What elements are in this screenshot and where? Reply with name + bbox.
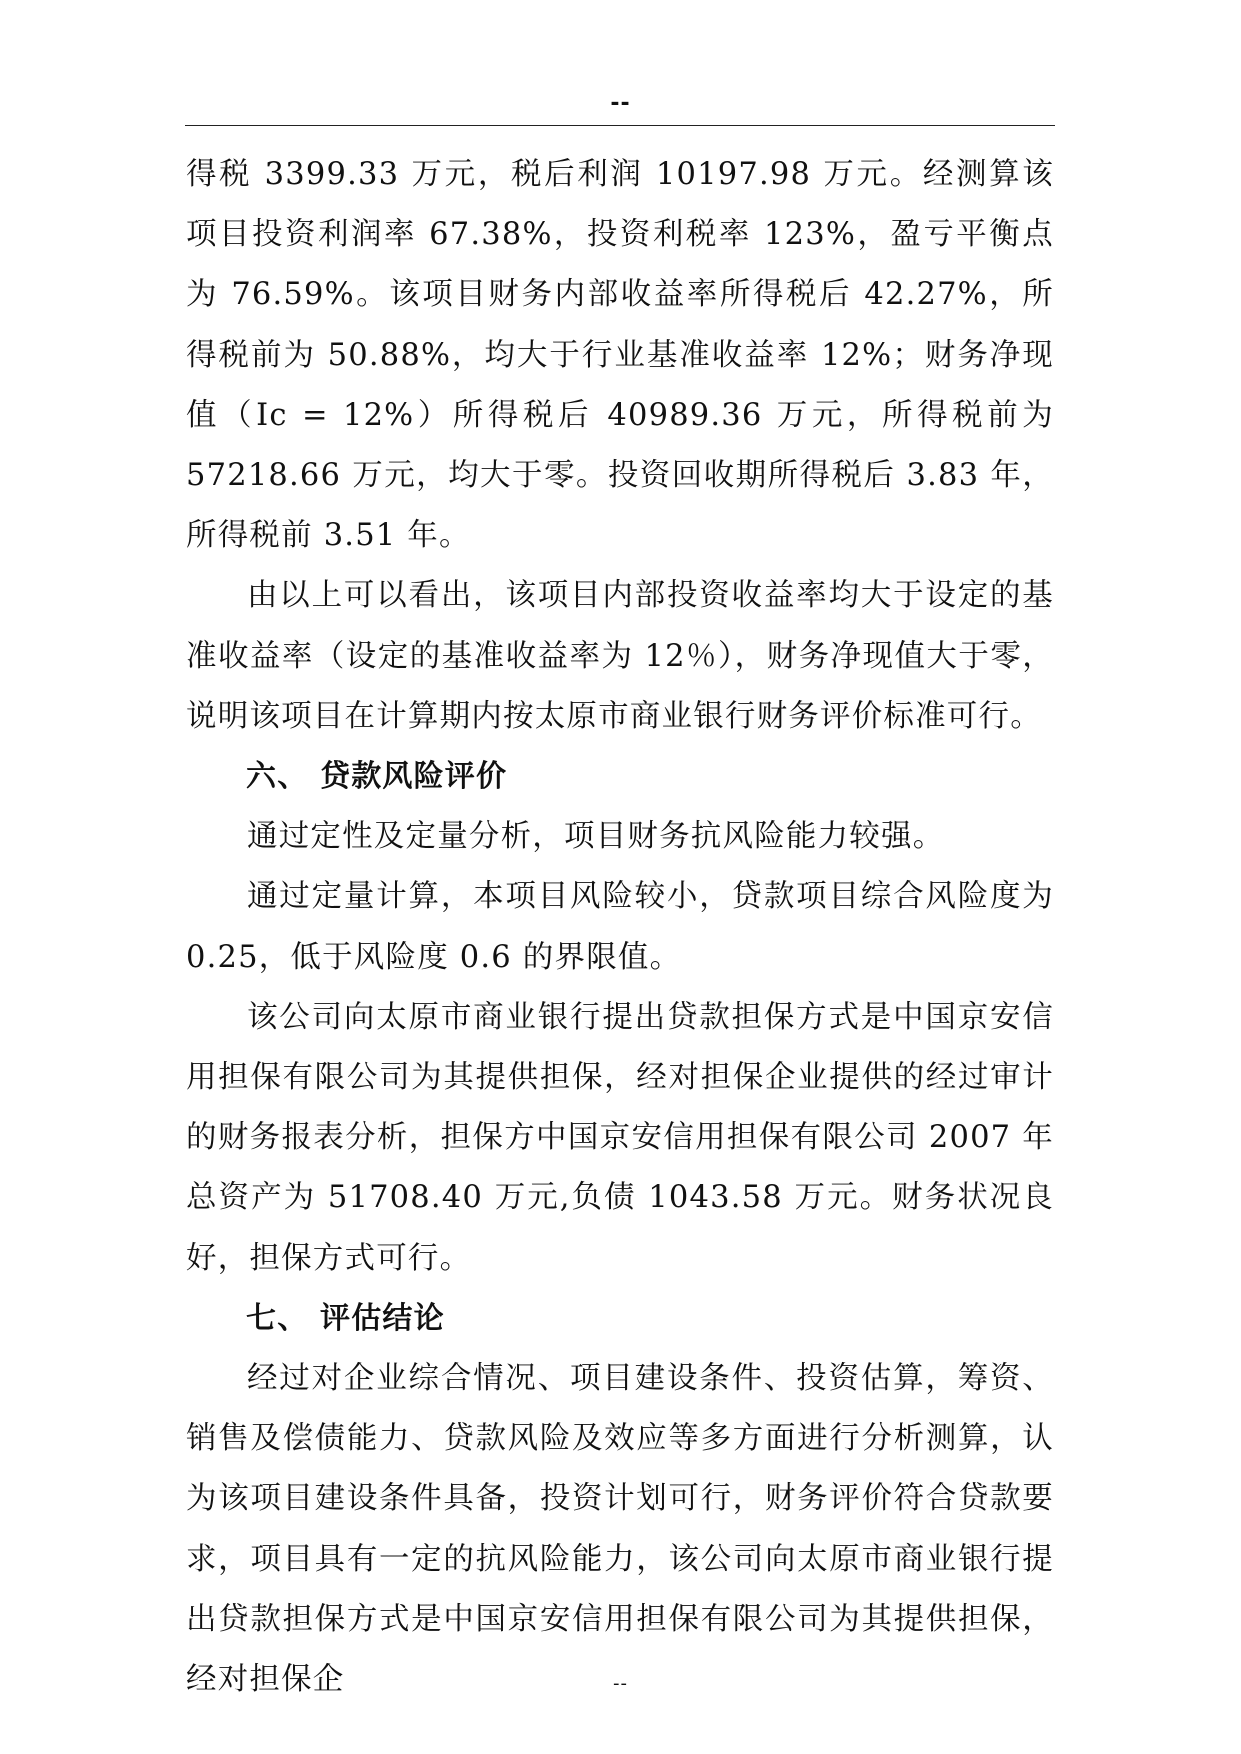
document-body xyxy=(186,145,1054,1710)
page-footer-mark: -- xyxy=(613,1673,628,1694)
paragraph-guarantee: 该公司向太原市商业银行提出贷款担保方式是中国京安信用担保有限公司为其提供担保，经对担保企业提供的经过审计的财务报表分析，担保方中国京安信用担保有限公司 2007 年总资产为 51708.40 万元,负债 1043.58 万元。财务状况良好，担保方式可行。 xyxy=(186,999,1054,1276)
paragraph-financial-indicators: 得税 3399.33 万元，税后利润 10197.98 万元。经测算该项目投资利润率 67.38%，投资利税率 123%，盈亏平衡点为 76.59%。该项目财务内部收益率所得税后 42.27%，所得税前为 50.88%，均大于行业基准收益率 12%；财务净现值（Ic = 12%）所得税后 40989.36 万元，所得税前为 57218.66 万元，均大于零。投资回收期所得税后 3.83 年，所得税前 3.51 年。 xyxy=(186,157,1054,554)
paragraph-conclusion: 经过对企业综合情况、项目建设条件、投资估算，筹资、销售及偿债能力、贷款风险及效应等多方面进行分析测算，认为该项目建设条件具备，投资计划可行，财务评价符合贷款要求，项目具有一定的抗风险能力，该公司向太原市商业银行提出贷款担保方式是中国京安信用担保有限公司为其提供担保，经对担保企 xyxy=(186,1361,1054,1698)
paragraph-feasibility-summary: 由以上可以看出，该项目内部投资收益率均大于设定的基准收益率（设定的基准收益率为 12％），财务净现值大于零，说明该项目在计算期内按太原市商业银行财务评价标准可行。 xyxy=(186,578,1054,734)
page-header-mark: -- xyxy=(610,91,631,116)
section-number: 七、 xyxy=(246,1300,309,1336)
section-title: 贷款风险评价 xyxy=(320,759,508,795)
paragraph-risk-qualitative: 通过定性及定量分析，项目财务抗风险能力较强。 xyxy=(247,819,945,855)
section-number: 六、 xyxy=(246,759,309,795)
header-divider xyxy=(185,125,1055,126)
paragraph-risk-quantitative: 通过定量计算，本项目风险较小，贷款项目综合风险度为 0.25，低于风险度 0.6 的界限值。 xyxy=(186,879,1054,975)
section-title: 评估结论 xyxy=(320,1300,445,1336)
section-heading-conclusion xyxy=(186,1289,1054,1349)
section-heading-loan-risk xyxy=(186,747,1054,807)
